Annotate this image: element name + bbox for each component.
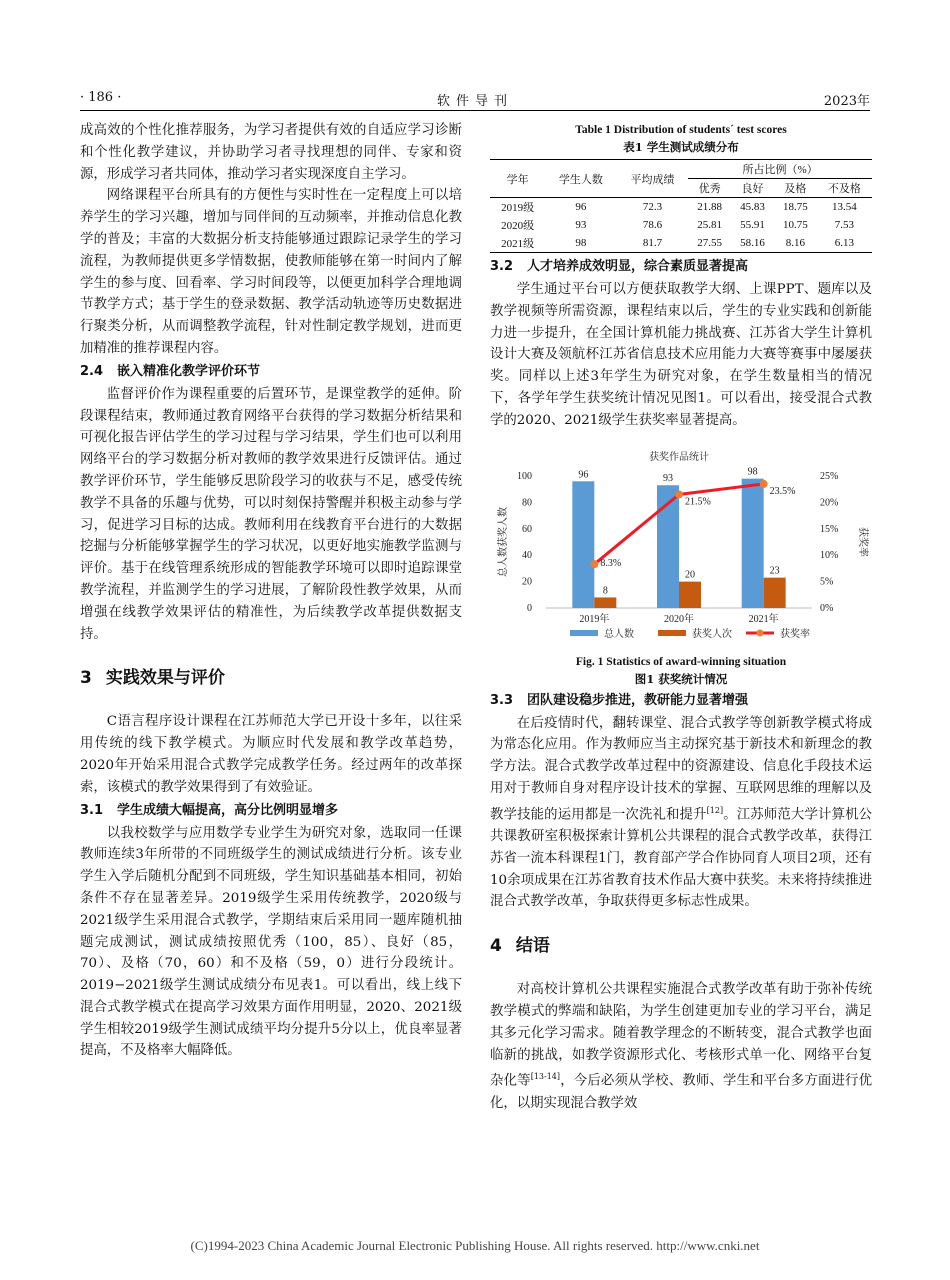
table-cell: 21.88: [697, 201, 723, 213]
table-cell: 45.83: [740, 201, 765, 213]
table-cell: 96: [575, 201, 587, 213]
bar-awards: [594, 597, 616, 608]
table-header: 良好: [731, 179, 774, 198]
bar-awards: [764, 577, 786, 607]
bar-data-label: 23: [769, 565, 780, 577]
table-cell: 72.3: [642, 201, 663, 213]
legend-swatch: [658, 630, 686, 636]
section-number: 4: [490, 936, 502, 957]
y2-tick-label: 10%: [820, 549, 839, 561]
y-tick-label: 60: [522, 523, 532, 535]
table-row: [490, 234, 872, 253]
table-caption-zh: 表1 学生测试成绩分布: [623, 140, 739, 154]
chart-title: 获奖作品统计: [649, 451, 709, 463]
bar-data-label: 96: [578, 468, 589, 480]
table-cell: 78.6: [642, 219, 663, 231]
journal-year: 2023年: [823, 94, 870, 109]
x-tick-label: 2019年: [579, 613, 610, 625]
bar-awards: [679, 581, 701, 607]
line-point: [675, 490, 683, 498]
scores-table: [490, 159, 872, 253]
y2-tick-label: 25%: [820, 470, 839, 482]
paragraph: C语言程序设计课程在江苏师范大学已开设十多年，以往采用传统的线下教学模式。为顺应时代发展和教学改革趋势，2020年开始采用混合式教学完成教学任务。经过两年的改革探索，该模式的教学效果得到了有效验证。: [80, 714, 462, 795]
table-cell: 2021级: [490, 234, 545, 253]
y-tick-label: 100: [517, 470, 532, 482]
legend-swatch: [570, 630, 598, 636]
award-chart-svg: [490, 446, 872, 652]
line-data-label: 8.3%: [600, 557, 622, 569]
bar-total: [572, 481, 594, 608]
table-cell: 81.7: [617, 234, 689, 253]
line-point: [760, 479, 768, 487]
y2-tick-label: 0%: [820, 602, 834, 614]
legend-label: 获奖人次: [692, 628, 732, 640]
section-title: 结语: [515, 936, 550, 957]
copyright-footer: (C)1994-2023 China Academic Journal Electronic Publishing House. All rights reserved. http://www.cnki.net: [190, 1238, 760, 1253]
paragraph-text: 在后疫情时代，翻转课堂、混合式教学等创新教学模式将成为常态化应用。作为教师应当主动探究基于新技术和新理念的教学方法。混合式教学改革过程中的资源建设、信息化手段技术运用对于教师自身对程序设计技术的掌握、互联网思维的理解以及教学技能的运用都是一次洗礼和提升: [490, 715, 872, 823]
table-cell: 25.81: [697, 219, 723, 231]
table-cell: 10.75: [782, 219, 808, 231]
bar-data-label: 8: [602, 585, 608, 597]
table-header: 学生人数: [545, 160, 617, 198]
page-header: [80, 90, 870, 110]
y-tick-label: 20: [522, 576, 532, 588]
y-axis-label: 总人数获奖人数: [498, 506, 509, 577]
section-number: 2.4: [80, 363, 104, 379]
paragraph: [490, 713, 872, 914]
table-cell: 93: [575, 219, 587, 231]
figure-caption-en: Fig. 1 Statistics of award-winning situation: [575, 655, 787, 668]
table-header: 不及格: [817, 179, 872, 198]
y-tick-label: 80: [522, 496, 532, 508]
section-number: 3.3: [490, 692, 514, 708]
line-data-label: 21.5%: [685, 496, 711, 508]
line-point: [590, 560, 598, 568]
page-number: · 186 ·: [80, 90, 122, 105]
bar-total: [742, 478, 764, 607]
bar-data-label: 20: [685, 569, 695, 581]
table-cell: 2019级: [501, 202, 535, 214]
bar-data-label: 93: [663, 472, 673, 484]
y2-tick-label: 20%: [820, 496, 839, 508]
section-heading: [80, 801, 462, 821]
header-rule: [80, 110, 870, 111]
table-cell: 58.16: [731, 234, 774, 253]
table-cell: 6.13: [817, 234, 872, 253]
paragraph-text: ，今后必须从学校、教师、学生和平台多方面进行优化，以期实现混合教学效: [490, 1073, 873, 1111]
table-cell: 8.16: [774, 234, 817, 253]
citation-ref: [12]: [706, 805, 724, 815]
paragraph-text: 对高校计算机公共课程实施混合式教学改革有助于弥补传统教学模式的弊端和缺陷，为学生创建更加专业的学习平台，满足其多元化学习需求。随着教学理念的不断转变，混合式教学也面临新的挑战，如教学资源形式化、考核形式单一化、网络平台复杂化等: [490, 982, 872, 1089]
table-caption-en: Table 1 Distribution of students´ test scores: [575, 124, 787, 136]
x-tick-label: 2021年: [748, 613, 779, 625]
table-cell: 13.54: [832, 201, 857, 213]
table-cell: 98: [545, 234, 617, 253]
y2-tick-label: 15%: [820, 523, 839, 535]
table-cell: 2020级: [501, 220, 535, 232]
citation-ref: [13-14]: [530, 1072, 561, 1082]
section-number: 3.2: [490, 259, 514, 274]
journal-name: 软件导刊: [436, 94, 513, 109]
table-cell: 55.91: [740, 219, 765, 231]
legend-marker: [757, 629, 764, 636]
section-number: 3.1: [80, 802, 104, 818]
table-header: 优秀: [688, 179, 731, 198]
section-number: 3: [80, 668, 92, 689]
paragraph: 学生通过平台可以方便获取教学大纲、上课PPT、题库以及教学视频等所需资源，课程结束以后，学生的专业实践和创新能力进一步提升，在全国计算机能力挑战赛、江苏省大学生计算机设计大赛及领航杯江苏省信息技术应用能力大赛等赛事中屡屡获奖。同样以上述3年学生为研究对象，在学生数量相当的情况下，各学年学生获奖统计情况见图1。可以看出，接受混合式教学的2020、2021级学生获奖率显著提高。: [490, 282, 872, 428]
section-heading: [490, 691, 872, 711]
y-tick-label: 0: [527, 602, 532, 614]
right-column: [490, 120, 872, 1114]
y2-axis-label: 获奖率: [857, 526, 868, 557]
section-title: 团队建设稳步推进，教研能力显著增强: [527, 692, 749, 708]
y-tick-label: 40: [522, 549, 532, 561]
paragraph: [490, 979, 872, 1114]
section-title: 人才培养成效明显，综合素质显著提高: [527, 259, 749, 274]
section-heading: [80, 362, 462, 382]
section-title: 学生成绩大幅提高，高分比例明显增多: [117, 802, 339, 818]
line-data-label: 23.5%: [769, 485, 796, 497]
table-header: 平均成绩: [617, 160, 689, 198]
section-title: 实践效果与评价: [105, 668, 225, 689]
section-title: 嵌入精准化教学评价环节: [117, 363, 261, 379]
paragraph: 网络课程平台所具有的方便性与实时性在一定程度上可以培养学生的学习兴趣，增加与同伴间的互动频率，并推动信息化教学的普及；丰富的大数据分析支持能够通过跟踪记录学生的学习流程，为教师提供更多学情数据，使教师能够在第一时间内了解学生的参与度、回看率、学习时间段等，以便更加科学合理地调节教学方式；基于学生的登录数据、教学活动轨迹等历史数据进行聚类分析，从而调整教学流程，针对性制定教学规划，进而更加精准的推荐课程内容。: [80, 188, 462, 356]
figure-caption-zh: 图1 获奖统计情况: [634, 671, 728, 686]
paragraph: 成高效的个性化推荐服务，为学习者提供有效的自适应学习诊断和个性化教学建议，并协助学习者寻找理想的同伴、专家和资源，形成学习者共同体，推动学习者实现深度自主学习。: [80, 123, 462, 182]
left-column: [80, 120, 462, 1062]
y2-tick-label: 5%: [820, 576, 834, 588]
table-cell: 7.53: [834, 219, 855, 231]
table-cell: 18.75: [782, 201, 808, 213]
table-header: 学年: [490, 160, 545, 198]
bar-data-label: 98: [747, 466, 758, 478]
table-row: [490, 198, 872, 217]
legend-label: 总人数: [604, 628, 634, 640]
paragraph: 监督评价作为课程重要的后置环节，是课堂教学的延伸。阶段课程结束，教师通过教育网络平台获得的学习数据分析结果和可视化报告评估学生的学习过程与学习结果，学生们也可以利用网络平台的学习数据分析对教师的教学效果进行反馈评估。通过教学评价环节，学生能够反思阶段学习的收获与不足，感受传统教学不具备的乐趣与优势，可以时刻保持警醒并积极主动参与学习，促进学习目标的达成。教师利用在线教育平台进行的大数据挖掘与分析能够掌握学生的学习状况，以更好地实施教学监测与评价。基于在线管理系统形成的智能教学环境可以即时追踪课堂教学流程，并监测学生的学习进展，了解阶段性教学效果，从而增强在线教学效果评估的精准性，为后续教学改革提供数据支持。: [80, 386, 462, 642]
paragraph: 以我校数学与应用数学专业学生为研究对象，选取同一任课教师连续3年所带的不同班级学生的测试成绩进行分析。该专业学生入学后随机分配到不同班级，学生知识基础基本相同，初始条件不存在显著差异。2019级学生采用传统教学，2020级与2021级学生采用混合式教学，学期结束后采用同一题库随机抽题完成测试，测试成绩按照优秀（100，85）、良好（85，70）、及格（70，60）和不及格（59，0）进行分段统计。2019−2021级学生测试成绩分布见表1。可以看出，线上线下混合式教学模式在提高学习效果方面作用明显，2020、2021级学生相较2019级学生测试成绩平均分提升5分以上，优良率显著提高，不及格率大幅降低。: [80, 825, 462, 1059]
paragraph-text: 。江苏师范大学计算机公共课教研室积极探索计算机公共课程的混合式教学改革，获得江苏省一流本科课程1门，教育部产学合作协同育人项目2项，还有10余项成果在江苏省教育技术作品大赛中获奖。未来将持续推进混合式教学改革，争取获得更多标志性成果。: [490, 807, 873, 910]
award-chart: [490, 446, 872, 652]
legend-label: 获奖率: [780, 628, 810, 640]
table-row: [490, 216, 872, 234]
table-header: 及格: [774, 179, 817, 198]
section-heading: [490, 935, 872, 957]
section-heading: [490, 257, 872, 277]
table-header: 所占比例（%）: [688, 160, 872, 179]
x-tick-label: 2020年: [664, 613, 694, 625]
table-cell: 27.55: [688, 234, 731, 253]
section-heading: [80, 667, 462, 689]
